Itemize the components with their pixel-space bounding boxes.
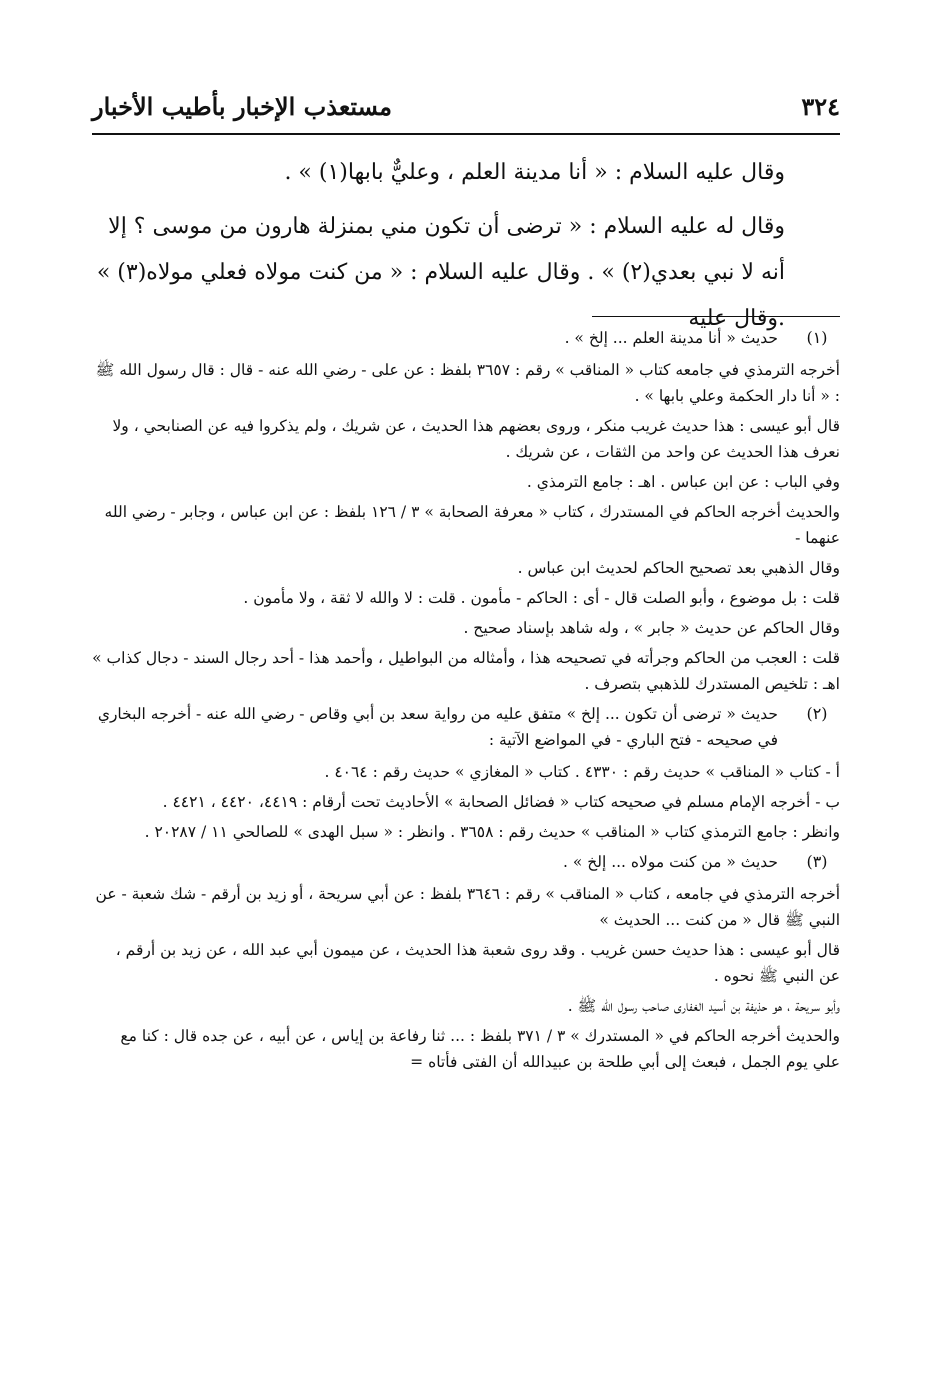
footnote: [92, 325, 840, 351]
footnote-paragraph: وانظر : جامع الترمذي كتاب « المناقب » حديث رقم : ٣٦٥٨ . وانظر : « سبل الهدى » للصالحي ١١ / ٢٠٢٨٧ .: [144, 823, 840, 841]
footnote-paragraph: أ - كتاب « المناقب » حديث رقم : ٤٣٣٠ . كتاب « المغازي » حديث رقم : ٤٠٦٤ .: [324, 763, 840, 781]
footnote-paragraph: قلت : بل موضوع ، وأبو الصلت قال - أى : الحاكم - مأمون . قلت : لا والله لا ثقة ، ولا مأمون .: [243, 589, 840, 607]
header-rule: [92, 133, 840, 135]
footnote-number: (٣): [806, 852, 828, 871]
footnote-paragraph: قال أبو عيسى : هذا حديث غريب منكر ، وروى بعضهم هذا الحديث ، عن شريك ، ولم يذكروا فيه عن الصنابحي ، ولا نعرف هذا الحديث عن واحد من الثقات ، عن شريك .: [112, 417, 840, 461]
footnote-paragraph: وقال الحاكم عن حديث « جابر » ، وله شاهد بإسناد صحيح .: [463, 619, 840, 637]
footnote-paragraph: والحديث أخرجه الحاكم في « المستدرك » ٣ / ٣٧١ بلفظ : ... ثنا رفاعة بن إياس ، عن أبيه ، عن جده قال : كنا مع علي يوم الجمل ، فبعث إلى أبي طلحة بن عبيدالله أن الفتى فأتاه =: [120, 1027, 840, 1071]
footnote-paragraph: أخرجه الترمذي في جامعه ، كتاب « المناقب » رقم : ٣٦٤٦ بلفظ : عن أبي سريحة ، أو زيد بن أرقم - شك شعبة - عن النبي ﷺ قال « من كنت ... الحديث »: [95, 885, 840, 929]
footnote-paragraph: وقال الذهبي بعد تصحيح الحاكم لحديث ابن عباس .: [517, 559, 840, 577]
page-header: [92, 88, 840, 128]
running-title: مستعذب الإخبار بأطيب الأخبار: [92, 92, 392, 121]
main-paragraph: وقال عليه السلام : « أنا مدينة العلم ، وعليٌّ بابها(١) » .: [284, 160, 785, 185]
footnote-paragraph: قلت : العجب من الحاكم وجرأته في تصحيحه هذا ، وأمثاله من البواطيل ، وأحمد هذا - أحد رجال السند - دجال كذاب » اهـ : تلخيص المستدرك للذهبي بتصرف .: [92, 649, 840, 693]
footnote-paragraph: وفي الباب : عن ابن عباس . اهـ : جامع الترمذي .: [526, 473, 840, 491]
main-text: [92, 150, 785, 350]
footnote-paragraph: وأبو سريحة ، هو حذيفة بن أسيد الغفارى صاحب رسول الله ﷺ .: [567, 997, 840, 1015]
footnote-paragraph: والحديث أخرجه الحاكم في المستدرك ، كتاب « معرفة الصحابة » ٣ / ١٢٦ بلفظ : عن ابن عباس ، وجابر - رضي الله عنهما -: [104, 503, 840, 547]
footnote-title: حديث « أنا مدينة العلم ... إلخ » .: [564, 329, 778, 347]
footnote-separator: [592, 316, 840, 317]
footnote-number: (١): [806, 328, 828, 347]
footnote-number: (٢): [806, 704, 828, 723]
footnote-paragraph: أخرجه الترمذي في جامعه كتاب « المناقب » رقم : ٣٦٥٧ بلفظ : عن على - رضي الله عنه - قال : قال رسول الله ﷺ : « أنا دار الحكمة وعلي بابها » .: [95, 361, 840, 405]
footnote-title: حديث « من كنت مولاه ... إلخ » .: [562, 853, 778, 871]
page-number: ٣٢٤: [801, 92, 840, 121]
footnote: [92, 849, 840, 875]
footnotes: [92, 325, 840, 1079]
footnote-title: حديث « ترضى أن تكون ... إلخ » متفق عليه من رواية سعد بن أبي وقاص - رضي الله عنه - أخرجه البخاري في صحيحه - فتح الباري - في المواضع الآتية :: [97, 705, 778, 749]
footnote-body: [92, 759, 840, 845]
main-paragraph: وقال له عليه السلام : « ترضى أن تكون مني بمنزلة هارون من موسى ؟ إلا أنه لا نبي بعدي(٢) » . وقال عليه السلام : « من كنت مولاه فعلي مولاه(٣) » .وقال عليه: [96, 214, 785, 331]
footnote-paragraph: قال أبو عيسى : هذا حديث حسن غريب . وقد روى شعبة هذا الحديث ، عن ميمون أبي عبد الله ، عن زيد بن أرقم ، عن النبي ﷺ نحوه .: [115, 941, 840, 985]
footnote-body: [92, 357, 840, 697]
footnote: [92, 701, 840, 753]
footnote-body: [92, 881, 840, 1075]
footnote-paragraph: ب - أخرجه الإمام مسلم في صحيحه كتاب « فضائل الصحابة » الأحاديث تحت أرقام : ٤٤١٩، ٤٤٢٠ ، ٤٤٢١ .: [162, 793, 840, 811]
